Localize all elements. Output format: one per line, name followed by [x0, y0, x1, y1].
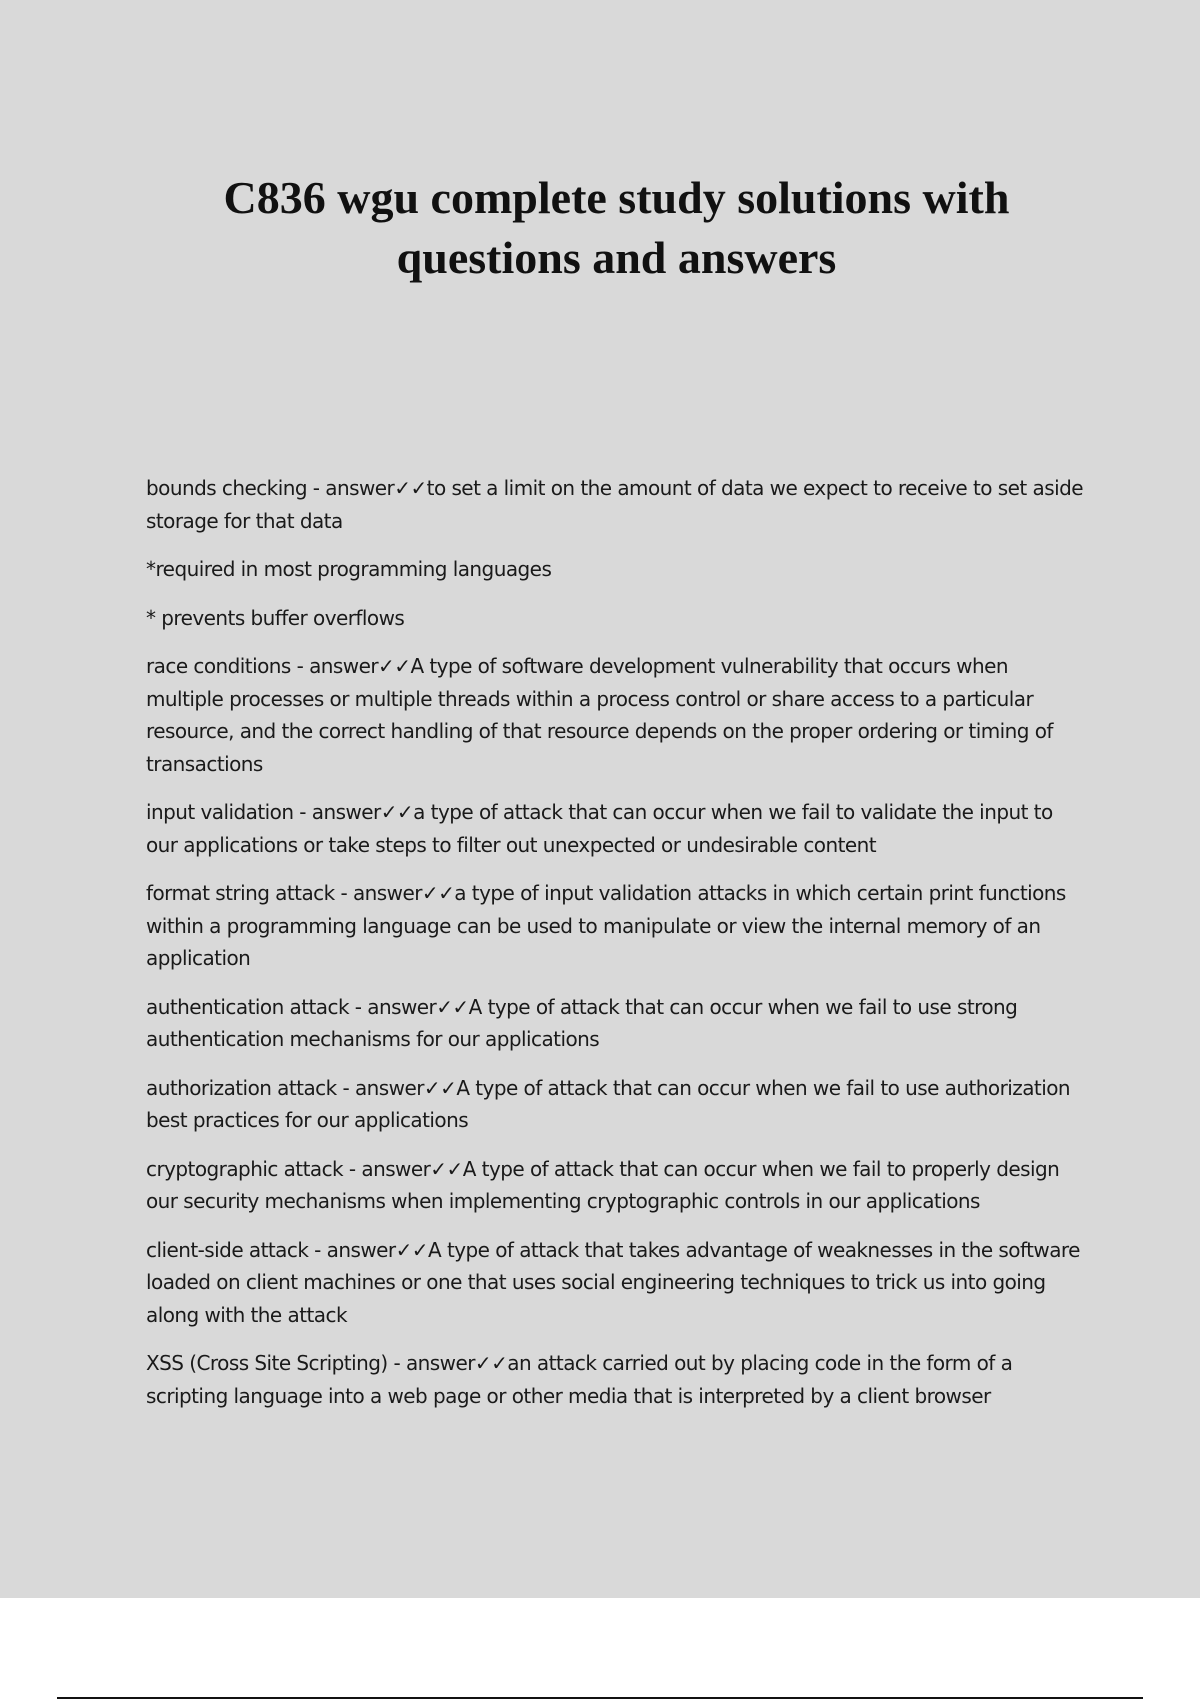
qa-separator: -: [387, 1351, 406, 1375]
qa-definition: A type of attack that can occur when we fail to use strong authentication mechanisms for our applications: [146, 994, 1018, 1051]
qa-entry-client-side-attack: [146, 1234, 1086, 1332]
qa-entry-authentication-attack: [146, 991, 1086, 1056]
answer-marker: answer✓✓: [354, 1075, 457, 1100]
qa-term: client-side attack: [146, 1237, 309, 1262]
qa-entry-xss: [146, 1347, 1086, 1412]
qa-definition: A type of software development vulnerability that occurs when multiple processes or multiple threads within a process control or share access to a particular resource, and the correct handling of that resource depends on the proper ordering or timing of transactions: [146, 654, 1053, 776]
qa-term: race conditions: [146, 654, 291, 678]
qa-entry-bounds-checking: [146, 472, 1086, 537]
note-required-languages: *required in most programming languages: [146, 557, 552, 581]
answer-marker: answer✓✓: [361, 1156, 463, 1181]
qa-definition: A type of attack that can occur when we fail to properly design our security mechanisms when implementing cryptographic controls in our applications: [146, 1156, 1060, 1213]
qa-term: format string attack: [146, 881, 335, 905]
qa-definition: an attack carried out by placing code in the form of a scripting language into a web page or other media that is interpreted by a client browser: [146, 1351, 1013, 1408]
footer-divider: [57, 1697, 1143, 1699]
answer-marker: answer✓✓: [309, 654, 411, 678]
qa-definition: to set a limit on the amount of data we expect to receive to set aside storage for that data: [146, 476, 1083, 533]
qa-term: input validation: [146, 800, 294, 824]
qa-separator: -: [348, 994, 368, 1019]
answer-marker: answer✓✓: [352, 881, 455, 905]
qa-entry-authorization-attack: [146, 1072, 1086, 1137]
qa-term: authentication attack: [146, 994, 349, 1019]
qa-term: authorization attack: [146, 1075, 337, 1100]
qa-separator: -: [290, 654, 310, 678]
qa-entry-cryptographic-attack: [146, 1153, 1086, 1218]
answer-marker: answer✓✓: [405, 1351, 508, 1375]
qa-definition: A type of attack that takes advantage of weaknesses in the software loaded on client machines or one that uses social engineering techniques to trick us into going along with the attack: [146, 1237, 1080, 1327]
answer-marker: answer✓✓: [311, 800, 414, 824]
study-content: [146, 472, 1086, 1428]
note-prevents-overflows: * prevents buffer overflows: [146, 605, 405, 630]
qa-separator: -: [334, 881, 353, 905]
answer-marker: answer✓✓: [325, 476, 427, 500]
answer-marker: answer✓✓: [367, 994, 469, 1019]
qa-entry-format-string-attack: [146, 877, 1086, 975]
qa-entry-input-validation: [146, 796, 1086, 861]
page-title: C836 wgu complete study solutions with questions and answers: [223, 172, 1010, 283]
qa-separator: -: [307, 476, 326, 500]
qa-entry-race-conditions: [146, 650, 1086, 780]
qa-term: bounds checking: [146, 476, 307, 500]
qa-separator: -: [308, 1237, 327, 1262]
qa-term: XSS (Cross Site Scripting): [146, 1351, 388, 1375]
answer-marker: answer✓✓: [326, 1237, 429, 1262]
qa-definition: a type of attack that can occur when we fail to validate the input to our applications or take steps to filter out unexpected or undesirable content: [146, 800, 1053, 857]
qa-definition: a type of input validation attacks in which certain print functions within a programming language can be used to manipulate or view the internal memory of an application: [146, 881, 1066, 970]
qa-term: cryptographic attack: [146, 1156, 344, 1181]
qa-separator: -: [336, 1075, 355, 1100]
qa-definition: A type of attack that can occur when we fail to use authorization best practices for our applications: [146, 1075, 1071, 1132]
qa-separator: -: [293, 800, 312, 824]
qa-separator: -: [343, 1156, 362, 1181]
